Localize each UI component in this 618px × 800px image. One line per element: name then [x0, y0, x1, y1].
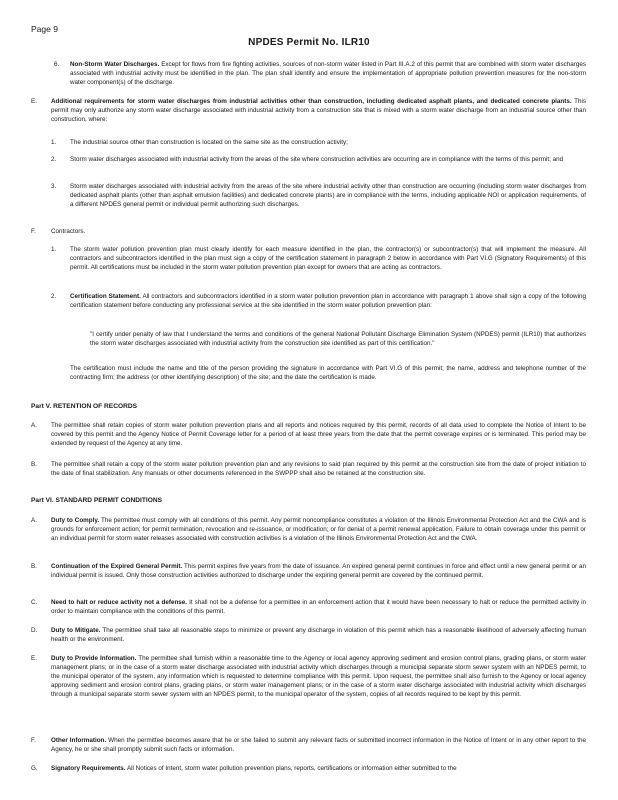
paragraph-text: The permittee shall furnish within a reasonable time to the Agency or local agency approving sediment and erosion control plans, grading plans, or storm water management plans; or in the case of a storm water discharge associated with industrial activity which discharges through a municipal separate storm sewer system with an NPDES permit, to the municipal operator of the system, any information which is requested to determine compliance with this permit. Upon request, the permittee shall also furnish to the Agency or local agency approving sediment and erosion control plans, grading plans, or storm water management plans; or in the case of a storm water discharge associated with industrial activity which discharges through a municipal separate storm sewer system with an NPDES permit, to the municipal operator of the system, copies of all records required to be kept by this permit.	[51, 655, 586, 698]
item-marker: 3.	[51, 183, 57, 190]
section-marker: E.	[31, 655, 37, 662]
paragraph-heading: Duty to Provide Information.	[51, 655, 137, 662]
paragraph-heading: Continuation of the Expired General Permit.	[51, 563, 183, 570]
section-heading-contractors: Contractors.	[51, 228, 86, 235]
section-marker: F.	[31, 228, 36, 235]
part-heading-standard-conditions: Part VI. STANDARD PERMIT CONDITIONS	[31, 497, 163, 504]
section-marker: E.	[31, 98, 37, 105]
section-marker: B.	[31, 461, 37, 468]
paragraph-heading: Non-Storm Water Discharges.	[70, 61, 160, 68]
paragraph-text: This permit may only authorize any storm water discharge associated with industrial activity from a construction site that is mixed with a storm water discharge from an industrial source other than construction, where:	[51, 98, 586, 123]
paragraph-text: It shall not be a defense for a permittee in an enforcement action that it would have been necessary to halt or reduce the permitted activity in order to maintain compliance with the conditions of this permit.	[51, 599, 586, 615]
paragraph-text: All contractors and subcontractors identified in a storm water pollution prevention plan in accordance with paragraph 1 above shall sign a copy of the following certification statement before conducting any professional service at the site identified in the storm water pollution prevention plan:	[70, 293, 586, 309]
item-marker: 1.	[51, 139, 57, 146]
paragraph-heading: Need to halt or reduce activity not a defense.	[51, 599, 188, 606]
paragraph-duty-to-provide-information	[51, 654, 586, 699]
paragraph-text: When the permittee becomes aware that he or she failed to submit any relevant facts or submitted incorrect information in the Notice of Intent or in any other report to the Agency, he or she shall promptly submit such facts or information.	[51, 737, 587, 753]
paragraph-heading: Additional requirements for storm water discharges from industrial activities other than construction, including dedicated asphalt plants, and dedicated concrete plants.	[51, 98, 572, 105]
paragraph-retention-b: The permittee shall retain a copy of the storm water pollution prevention plan and any revisions to said plan required by this permit at the construction site from the date of project initiation to the date of final stabilization. Any manuals or other documents referenced in the SWPPP shall also be retained at the construction site.	[51, 461, 586, 477]
page-number: Page 9	[31, 24, 58, 34]
paragraph-heading: Signatory Requirements.	[51, 765, 126, 772]
section-marker: A.	[31, 517, 37, 524]
paragraph-text: The permittee must comply with all conditions of this permit. Any permit noncompliance constitutes a violation of the Illinois Environmental Protection Act and the CWA and is grounds for enforcement action; for permit termination, revocation and re-issuance, or modification; or for denial of a permit renewal application. Failure to obtain coverage under this permit or an individual permit for storm water releases associated with construction activities is a violation of the Illinois Environmental Protection Act and the CWA.	[51, 517, 586, 542]
paragraph-f1: The storm water pollution prevention plan must clearly identify for each measure identified in the plan, the contractor(s) or subcontractor(s) that will implement the measure. All contractors and subcontractors identified in the plan must sign a copy of the certification statement in paragraph 2 below in accordance with Part VI.G (Signatory Requirements) of this permit. All certifications must be included in the storm water pollution prevention plan except for owners that are acting as contractors.	[70, 246, 586, 271]
section-marker: C.	[31, 599, 38, 606]
paragraph-non-storm-water	[70, 60, 586, 87]
paragraph-heading: Duty to Mitigate.	[51, 627, 101, 634]
paragraph-duty-to-mitigate	[51, 626, 586, 644]
paragraph-heading: Other Information.	[51, 737, 107, 744]
item-marker: 2.	[51, 293, 57, 300]
paragraph-e2: Storm water discharges associated with industrial activity from the areas of the site where construction activities are occurring are in compliance with the terms of this permit; and	[70, 156, 564, 163]
paragraph-text: All Notices of Intent, storm water pollution prevention plans, reports, certifications or information either submitted to the	[126, 765, 457, 772]
paragraph-text: Except for flows from fire fighting activities, sources of non-storm water listed in Part III.A.2 of this permit that are combined with storm water discharges associated with industrial activity must be identified in the plan. The plan shall identify and ensure the implementation of appropriate pollution prevention measures for the non-storm water component(s) of the discharge.	[70, 61, 587, 86]
section-marker: F.	[31, 737, 36, 744]
paragraph-heading: Duty to Comply.	[51, 517, 100, 524]
item-marker: 1.	[51, 246, 57, 253]
certification-quote: "I certify under penalty of law that I understand the terms and conditions of the general National Pollutant Discharge Elimination System (NPDES) permit (ILR10) that authorizes the storm water discharges associated with industrial activity from the construction site identified as part of this certification."	[90, 331, 586, 347]
paragraph-e1: The industrial source other than construction is located on the same site as the construction activity;	[70, 139, 348, 146]
section-marker: B.	[31, 563, 37, 570]
item-marker: 2.	[51, 156, 57, 163]
paragraph-signatory-requirements	[51, 764, 586, 773]
paragraph-continuation	[51, 562, 586, 580]
paragraph-additional-requirements	[51, 97, 586, 124]
section-marker: A.	[31, 422, 37, 429]
paragraph-certification-contents: The certification must include the name and title of the person providing the signature in accordance with Part VI.G of this permit; the name, address and telephone number of the contracting firm; the address (or other identifying description) of the site; and the date the certification is made.	[70, 365, 586, 381]
paragraph-retention-a: The permittee shall retain copies of storm water pollution prevention plans and all reports and notices required by this permit, records of all data used to complete the Notice of Intent to be covered by this permit and the Agency Notice of Permit Coverage letter for a period of at least three years from the date that the permit coverage expires or is terminated. This period may be extended by request of the Agency at any time.	[51, 422, 586, 447]
paragraph-e3: Storm water discharges associated with industrial activity from the areas of the site where industrial activity other than construction are occurring (including storm water discharges from dedicated asphalt plants (other than asphalt emulsion facilities) and dedicated concrete plants) are in compliance with the terms, including applicable NOI or application requirements, of a different NPDES general permit or individual permit authorizing such discharges.	[70, 183, 586, 208]
paragraph-text: This permit expires five years from the date of issuance. An expired general permit continues in force and effect until a new general permit or an individual permit is issued. Only those construction activities authorized to discharge under the expiring general permit are covered by the continued permit.	[51, 563, 586, 579]
paragraph-certification-statement	[70, 292, 586, 310]
part-heading-retention: Part V. RETENTION OF RECORDS	[31, 403, 138, 410]
item-marker: 6.	[54, 61, 60, 68]
section-marker: G.	[31, 765, 38, 772]
paragraph-heading: Certification Statement.	[70, 293, 141, 300]
paragraph-duty-to-comply	[51, 516, 586, 543]
section-marker: D.	[31, 627, 38, 634]
paragraph-text: The permittee shall take all reasonable steps to minimize or prevent any discharge in violation of this permit which has a reasonable likelihood of adversely affecting human health or the environment.	[51, 627, 586, 643]
page-title: NPDES Permit No. ILR10	[248, 37, 370, 48]
paragraph-other-information	[51, 736, 586, 754]
paragraph-need-to-halt	[51, 598, 586, 616]
